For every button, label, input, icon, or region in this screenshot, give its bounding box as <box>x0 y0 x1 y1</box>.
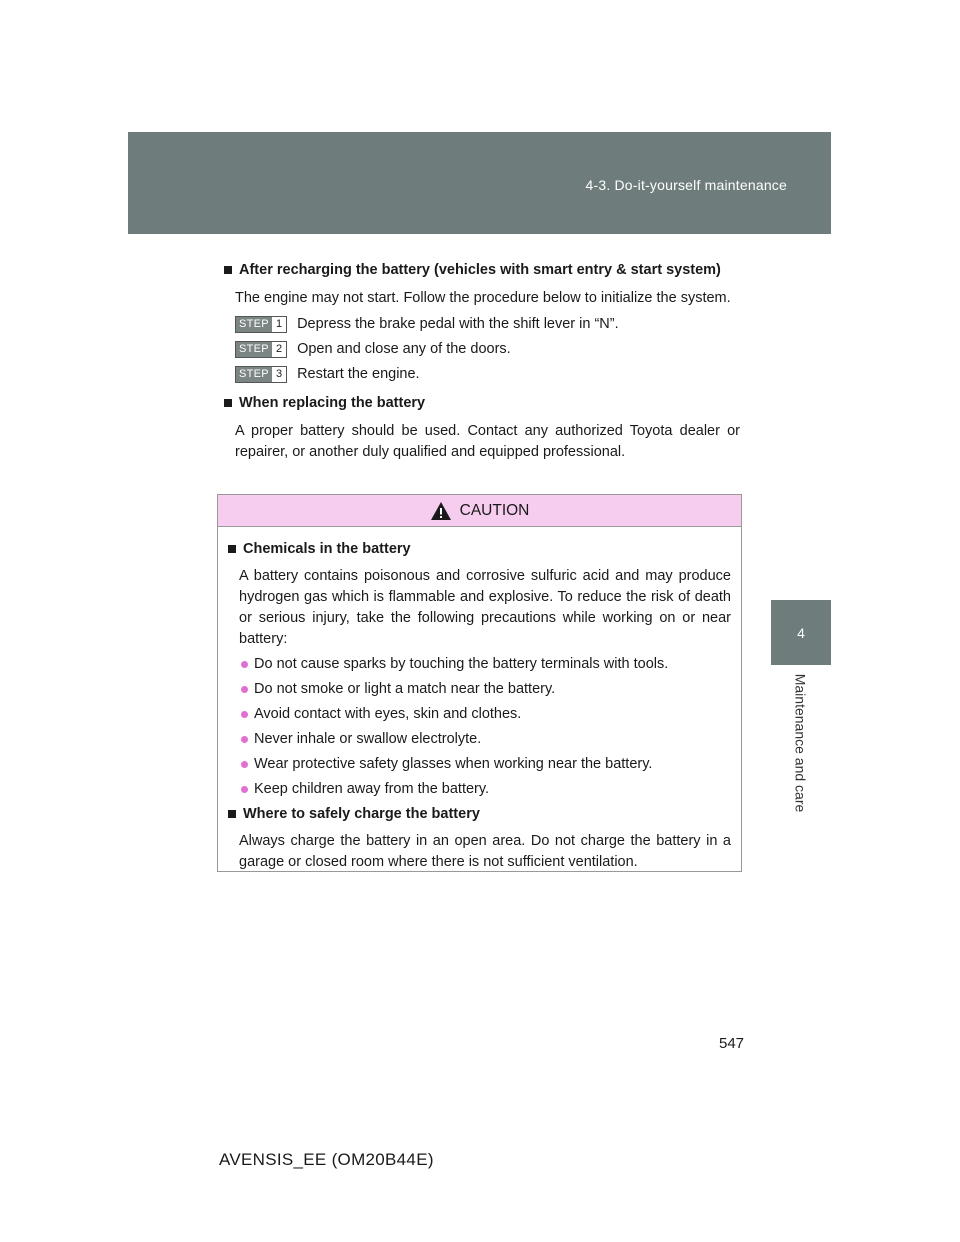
step-badge <box>235 366 287 383</box>
precaution-text: Do not cause sparks by touching the battery terminals with tools. <box>254 656 669 672</box>
page-number: 547 <box>719 1035 745 1052</box>
section-title-text: When replacing the battery <box>239 395 426 411</box>
precaution-text: Keep children away from the battery. <box>254 781 490 797</box>
precaution-item <box>224 704 731 725</box>
chapter-label-text: Maintenance and care <box>792 673 809 812</box>
precaution-item <box>224 754 731 775</box>
section-title-text: After recharging the battery (vehicles with smart entry & start system) <box>239 262 721 278</box>
step-number: 3 <box>272 367 286 382</box>
step-text: Restart the engine. <box>297 366 420 382</box>
footer-model-code: AVENSIS_EE (OM20B44E) <box>219 1150 434 1169</box>
caution-section-title <box>224 804 731 825</box>
precaution-item <box>224 779 731 800</box>
section-header: 4-3. Do-it-yourself maintenance <box>585 177 787 193</box>
square-bullet-icon <box>228 545 236 553</box>
precaution-text: Wear protective safety glasses when working near the battery. <box>254 756 653 772</box>
header-band <box>128 132 831 234</box>
precaution-text: Avoid contact with eyes, skin and clothes. <box>254 706 522 722</box>
step-text: Open and close any of the doors. <box>297 341 511 357</box>
step-badge <box>235 341 287 358</box>
chapter-number: 4 <box>797 624 805 641</box>
dot-bullet-icon <box>241 736 248 743</box>
caution-section-title-text: Chemicals in the battery <box>243 541 411 557</box>
precaution-item <box>224 729 731 750</box>
warning-triangle-icon <box>430 501 452 521</box>
step-list <box>220 312 740 387</box>
square-bullet-icon <box>224 399 232 407</box>
section-paragraph: The engine may not start. Follow the procedure below to initialize the system. <box>235 290 731 306</box>
precaution-item <box>224 654 731 675</box>
precaution-text: Do not smoke or light a match near the battery. <box>254 681 556 697</box>
caution-section-title <box>224 539 731 560</box>
section-title <box>220 393 740 414</box>
dot-bullet-icon <box>241 661 248 668</box>
caution-paragraph: A battery contains poisonous and corrosive sulfuric acid and may produce hydrogen gas which is flammable and explosive. To reduce the risk of death or serious injury, take the following precautions while working on or near battery: <box>239 568 731 647</box>
dot-bullet-icon <box>241 761 248 768</box>
dot-bullet-icon <box>241 711 248 718</box>
section-title <box>220 260 740 281</box>
square-bullet-icon <box>224 266 232 274</box>
square-bullet-icon <box>228 810 236 818</box>
dot-bullet-icon <box>241 686 248 693</box>
main-content <box>220 260 740 463</box>
step-word: STEP <box>236 342 272 357</box>
caution-box <box>217 494 742 872</box>
precaution-item <box>224 679 731 700</box>
caution-paragraph: Always charge the battery in an open area. Do not charge the battery in a garage or closed room where there is not sufficient ventilation. <box>239 833 731 870</box>
caution-title: CAUTION <box>459 501 530 519</box>
section-paragraph: A proper battery should be used. Contact any authorized Toyota dealer or repairer, or another duly qualified and equipped professional. <box>235 423 740 460</box>
step-word: STEP <box>236 317 272 332</box>
step-text: Depress the brake pedal with the shift lever in “N”. <box>297 316 619 332</box>
step-item <box>235 312 740 337</box>
caution-body <box>218 527 741 873</box>
chapter-label <box>788 675 812 810</box>
step-number: 2 <box>272 342 286 357</box>
dot-bullet-icon <box>241 786 248 793</box>
step-item <box>235 337 740 362</box>
step-badge <box>235 316 287 333</box>
precaution-text: Never inhale or swallow electrolyte. <box>254 731 482 747</box>
step-number: 1 <box>272 317 286 332</box>
caution-header <box>218 495 741 527</box>
step-word: STEP <box>236 367 272 382</box>
step-item <box>235 362 740 387</box>
caution-section-title-text: Where to safely charge the battery <box>243 806 480 822</box>
chapter-tab[interactable] <box>771 600 831 665</box>
